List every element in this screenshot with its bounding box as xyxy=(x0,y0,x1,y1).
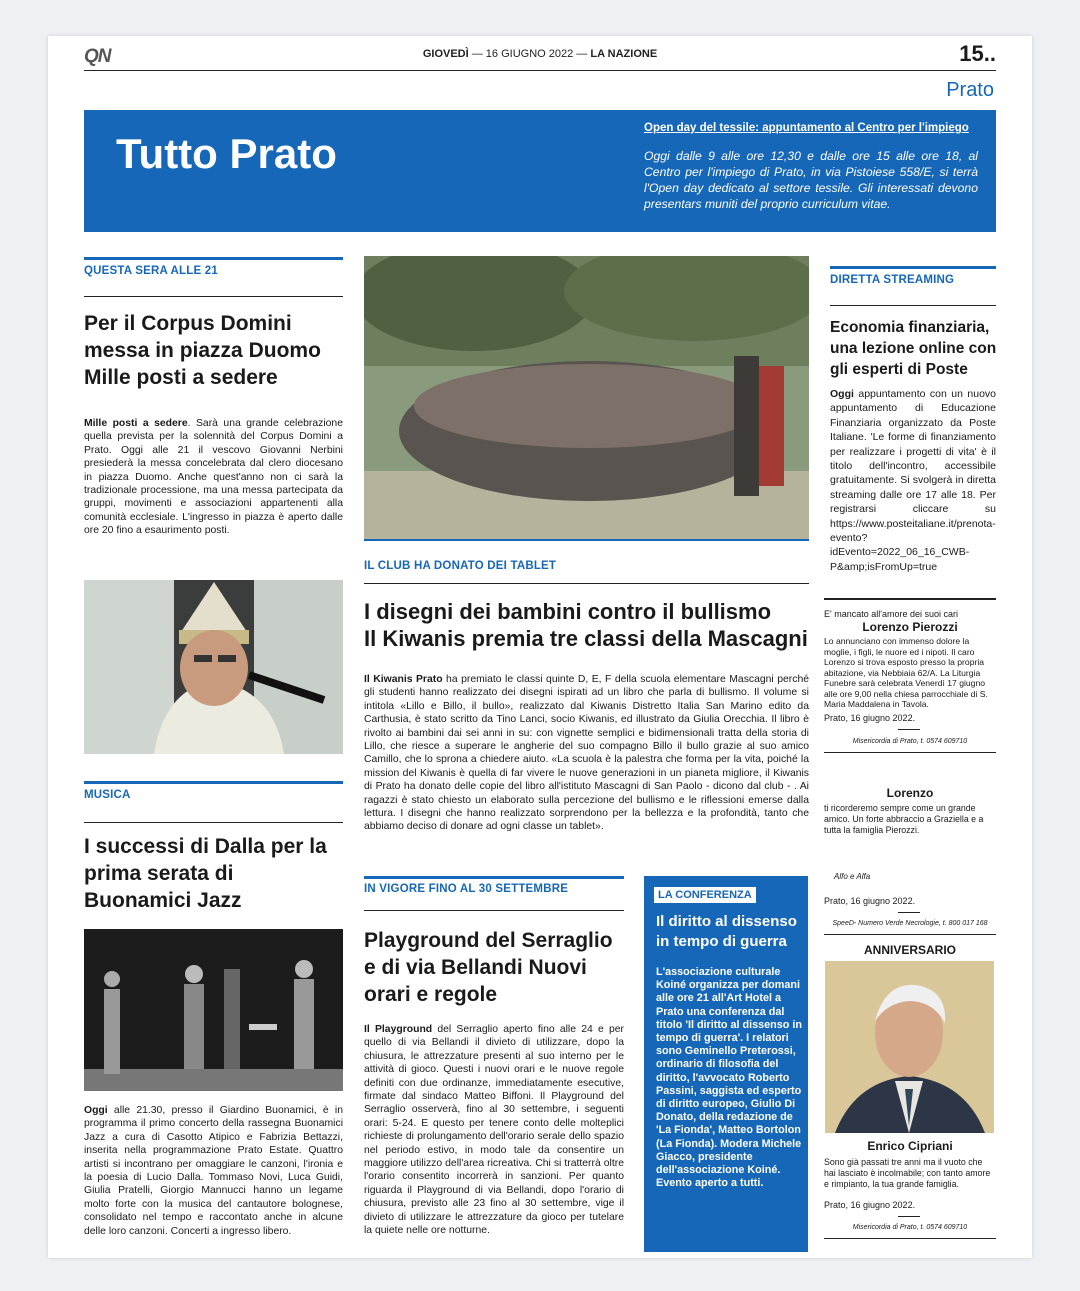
newspaper-page xyxy=(48,36,1032,1258)
necro2-date: Prato, 16 giugno 2022. xyxy=(824,896,916,906)
banner-text: Oggi dalle 9 alle ore 12,30 e dalle ore 15 alle ore 18, al Centro per l'impiego di Prato, in via Pistoiese 558/E, si terrà l'Open day dedicato al settore tessile. Gli interessati devono presentars muniti del proprio curriculum vitae. xyxy=(644,149,978,211)
streaming-rule xyxy=(830,266,996,269)
bishop-photo xyxy=(84,580,343,754)
necro2-name: Lorenzo xyxy=(886,786,934,800)
kiwanis-text: ha premiato le classi quinte D, E, F della scuola elementare Mascagni perché gli studenti hanno realizzato dei disegni ispirati ad un libro che parla di bullismo. Il volume si intitola «Lillo e Billo, il bullo», realizzato dal Kiwanis Distretto Italia San Marino edito da Carthusia, è stato scritto da Tino Lanci, socio Kiwanis, ed illustrato da Giulia Orecchia. Il libro è rivolto ai bambini dai sei anni in su: con vignette semplici e bidimensionali tratta della storia di Lillo, che riesce a superare le angherie del suo compagno Billo il bullo grazie al suo amico Camillo, che lo sprona a chiedere aiuto. «La scuola è la palestra che forma per la vita, poiché la mission del Kiwanis è quella di far vivere le nuove generazioni in un pianeta migliore, il Kiwanis di Prato ha donato delle copie del libro all'istituto Mascagni di San Paolo - dicono dal club - . Ai ragazzi è stato chiesto un elaborato sulla percezione del bullismo e le riflessioni emerse dalla lettura. I disegni che hanno realizzato sorprendono per la bellezza e la profondità, tanto che abbiamo deciso di donare ad ogni classe un tablet». xyxy=(364,674,809,833)
kiwanis-body xyxy=(364,673,809,834)
playground-lead: Il Playground xyxy=(364,1024,433,1035)
anniversario-heading: ANNIVERSARIO xyxy=(863,943,956,957)
necro2-mini-rule xyxy=(898,912,920,913)
musica-divider xyxy=(84,822,343,823)
page-number: 15.. xyxy=(959,41,996,66)
musica-text: alle 21.30, presso il Giardino Buonamici, è in programma il primo concerto della rassegna Buonamici Jazz a cura di Casotto Atipico e Fabrizia Bettazzi, inserita nella programmazione Prato Estate. Quattro artisti si incontrano per omaggiare le canzoni, l'ironia e la poesia di Lucio Dalla. Tommaso Novi, Luca Guidi, Giulia Pratelli, Giorgio Mannucci hanno un legame molto forte con la musica del cantautore bolognese, consolidato nel tempo e raccontato anche in alcune delle loro canzoni. Concerti a ingresso libero. xyxy=(84,1105,343,1237)
masthead-date: — 16 GIUGNO 2022 — xyxy=(471,48,588,60)
streaming-text: appuntamento con un nuovo appuntamento di Educazione Finanziaria organizzato da Poste Italiane. 'Le forme di finanziamento per realizzare i progetti di vita' è il titolo dell'incontro, accessibile gratuitamente. Si svolgerà in diretta streaming dalle ore 17 alle 18. Per registrarsi cliccare su https://www.posteitaliane.it/prenota-evento?idEvento=2022_06_16_CWB-P&amp;isFromUp=true xyxy=(830,388,996,573)
musica-lead: Oggi xyxy=(84,1105,108,1116)
necro1-mini-rule xyxy=(898,729,920,730)
corpus-lead: Mille posti a sedere xyxy=(84,418,188,429)
playground-kicker: IN VIGORE FINO AL 30 SETTEMBRE xyxy=(364,883,569,895)
concert-photo xyxy=(84,929,343,1091)
necro2-footer: SpeeD- Numero Verde Necrologie, t. 800 017 168 xyxy=(832,920,988,927)
necro1-name: Lorenzo Pierozzi xyxy=(862,620,958,634)
playground-body xyxy=(364,1023,624,1238)
anniversario-name: Enrico Cipriani xyxy=(867,1139,953,1153)
kiwanis-divider xyxy=(364,583,809,584)
header-divider xyxy=(84,70,996,71)
necro1-intro: E' mancato all'amore dei suoi cari xyxy=(824,609,958,619)
banner-title: Tutto Prato xyxy=(116,130,337,177)
masthead-paper: LA NAZIONE xyxy=(590,48,658,60)
anniversario-date: Prato, 16 giugno 2022. xyxy=(824,1200,916,1210)
corpus-text: . Sarà una grande celebrazione quella prevista per la solennità del Corpus Domini a Prato. Oggi alle 21 il vescovo Giovanni Nerbini presiederà la messa concelebrata dal clero diocesano in piazza Duomo. Anche quest'anno non ci sarà la tradizionale processione, ma una messa partecipata da gruppi, movimenti e associazioni appartenenti alla comunità ecclesiale. L'ingresso in piazza è aperto dalle ore 20 fino a esaurimento posti. xyxy=(84,418,343,537)
corpus-kicker: QUESTA SERA ALLE 21 xyxy=(84,265,218,277)
section-label: Prato xyxy=(946,79,994,101)
kiwanis-rule xyxy=(364,539,809,541)
playground-title: Playground del Serraglio e di via Bellandi Nuovi orari e regole xyxy=(364,929,613,1006)
necro1-footer: Misericordia di Prato, t. 0574 609710 xyxy=(852,738,968,745)
qn-logo: QN xyxy=(84,46,111,67)
kiwanis-title-1: I disegni dei bambini contro il bullismo xyxy=(364,599,772,624)
musica-kicker: MUSICA xyxy=(84,789,131,801)
musica-body xyxy=(84,1104,343,1238)
tutto-prato-banner xyxy=(84,110,996,232)
conferenza-text: L'associazione culturale Koiné organizza per domani alle ore 21 all'Art Hotel a Prato una conferenza dal titolo 'Il diritto al dissenso in tempo di guerra'. I relatori sono Geminello Preterossi, ordinario di filosofia del diritto, l'avvocato Roberto Passini, saggista ed esperto di diritto europeo, Giulio Di Donato, della redazione de 'La Fionda', Matteo Bortolon (La Fionda). Modera Michele Giacco, presidente dell'associazione Koiné. Evento aperto a tutti. xyxy=(656,966,802,1190)
necro1-bottom-rule xyxy=(824,752,996,753)
streaming-body xyxy=(830,387,996,574)
anniversario-text: Sono già passati tre anni ma il vuoto che hai lasciato è incolmabile; con tanto amore e rimpianto, la tua grande famiglia. xyxy=(824,1157,991,1189)
streaming-divider xyxy=(830,305,996,306)
conferenza-box xyxy=(644,876,808,1252)
kiwanis-title-2: Il Kiwanis premia tre classi della Mascagni xyxy=(364,626,808,651)
corpus-title: Per il Corpus Domini messa in piazza Duomo Mille posti a sedere xyxy=(84,312,321,389)
cipriani-photo xyxy=(825,961,994,1133)
playground-text: del Serraglio aperto fino alle 24 e per quello di via Bellandi il divieto di utilizzare, dopo la chiusura, le attrezzature presenti al suo interno per le attività di gioco. Questi i nuovi orari e le nuove regole definiti con due ordinanze, immediatamente esecutive, firmate dal sindaco Matteo Biffoni. Il Playground del Serraglio osserverà, fino al 30 settembre, i seguenti orari: 5-24. E questo per tenere conto delle molteplici richieste di prolungamento dell'orario serale dello spazio nel periodo estivo, in modo tale da consentire un maggiore utilizzo dell'area ricreativa. Chi si tratterrà oltre l'orario consentito incorrerà in sanzioni. Per quanto riguarda il Playground di via Bellandi, dopo l'orario di chiusura, previsto alle 23 fino al 30 settembre, vige il divieto di utilizzare le attrezzature da gioco per tutelare la quiete nelle ore notturne. xyxy=(364,1024,624,1237)
conferenza-title: Il diritto al dissenso in tempo di guerra xyxy=(656,913,797,950)
necro2-bottom-rule xyxy=(824,934,996,935)
streaming-title: Economia finanziaria, una lezione online con gli esperti di Poste xyxy=(830,319,997,378)
corpus-divider xyxy=(84,296,343,297)
streaming-kicker: DIRETTA STREAMING xyxy=(830,274,955,286)
conferenza-tag: LA CONFERENZA xyxy=(654,887,756,903)
necro2-sign: Alfo e Alfa xyxy=(834,872,871,881)
necro1-text: Lo annunciano con immenso dolore la moglie, i figli, le nuore ed i nipoti. Il caro Lorenzo si trova esposto presso la propria abitazione, via Nebbiaia 62/A. La Liturgia Funebre sarà celebrata Venerdì 17 giugno alle ore 9,00 nella chiesa parrocchiale di S. Maria Maddalena in Tavola. xyxy=(824,636,988,709)
necro1-date: Prato, 16 giugno 2022. xyxy=(824,713,916,723)
musica-title: I successi di Dalla per la prima serata di Buonamici Jazz xyxy=(84,835,327,912)
anniversario-footer: Misericordia di Prato, t. 0574 609710 xyxy=(852,1224,968,1231)
necro2-text: ti ricorderemo sempre come un grande amico. Un forte abbraccio a Graziella e a tutta la famiglia Pierozzi. xyxy=(824,803,984,835)
corpus-body xyxy=(84,417,343,538)
banner-headline: Open day del tessile: appuntamento al Centro per l'impiego xyxy=(644,122,969,134)
musica-rule xyxy=(84,781,343,784)
kiwanis-lead: Il Kiwanis Prato xyxy=(364,674,443,685)
playground-divider xyxy=(364,910,624,911)
masthead-line xyxy=(48,48,1032,60)
necro1-top-rule xyxy=(824,598,996,600)
corpus-rule xyxy=(84,257,343,260)
playground-rule xyxy=(364,876,624,879)
anniversario-bottom-rule xyxy=(824,1238,996,1239)
masthead-day: GIOVEDÌ xyxy=(422,48,469,60)
streaming-lead: Oggi xyxy=(830,388,854,400)
kiwanis-photo xyxy=(364,256,809,539)
kiwanis-kicker: IL CLUB HA DONATO DEI TABLET xyxy=(364,560,557,572)
anniversario-mini-rule xyxy=(898,1216,920,1217)
